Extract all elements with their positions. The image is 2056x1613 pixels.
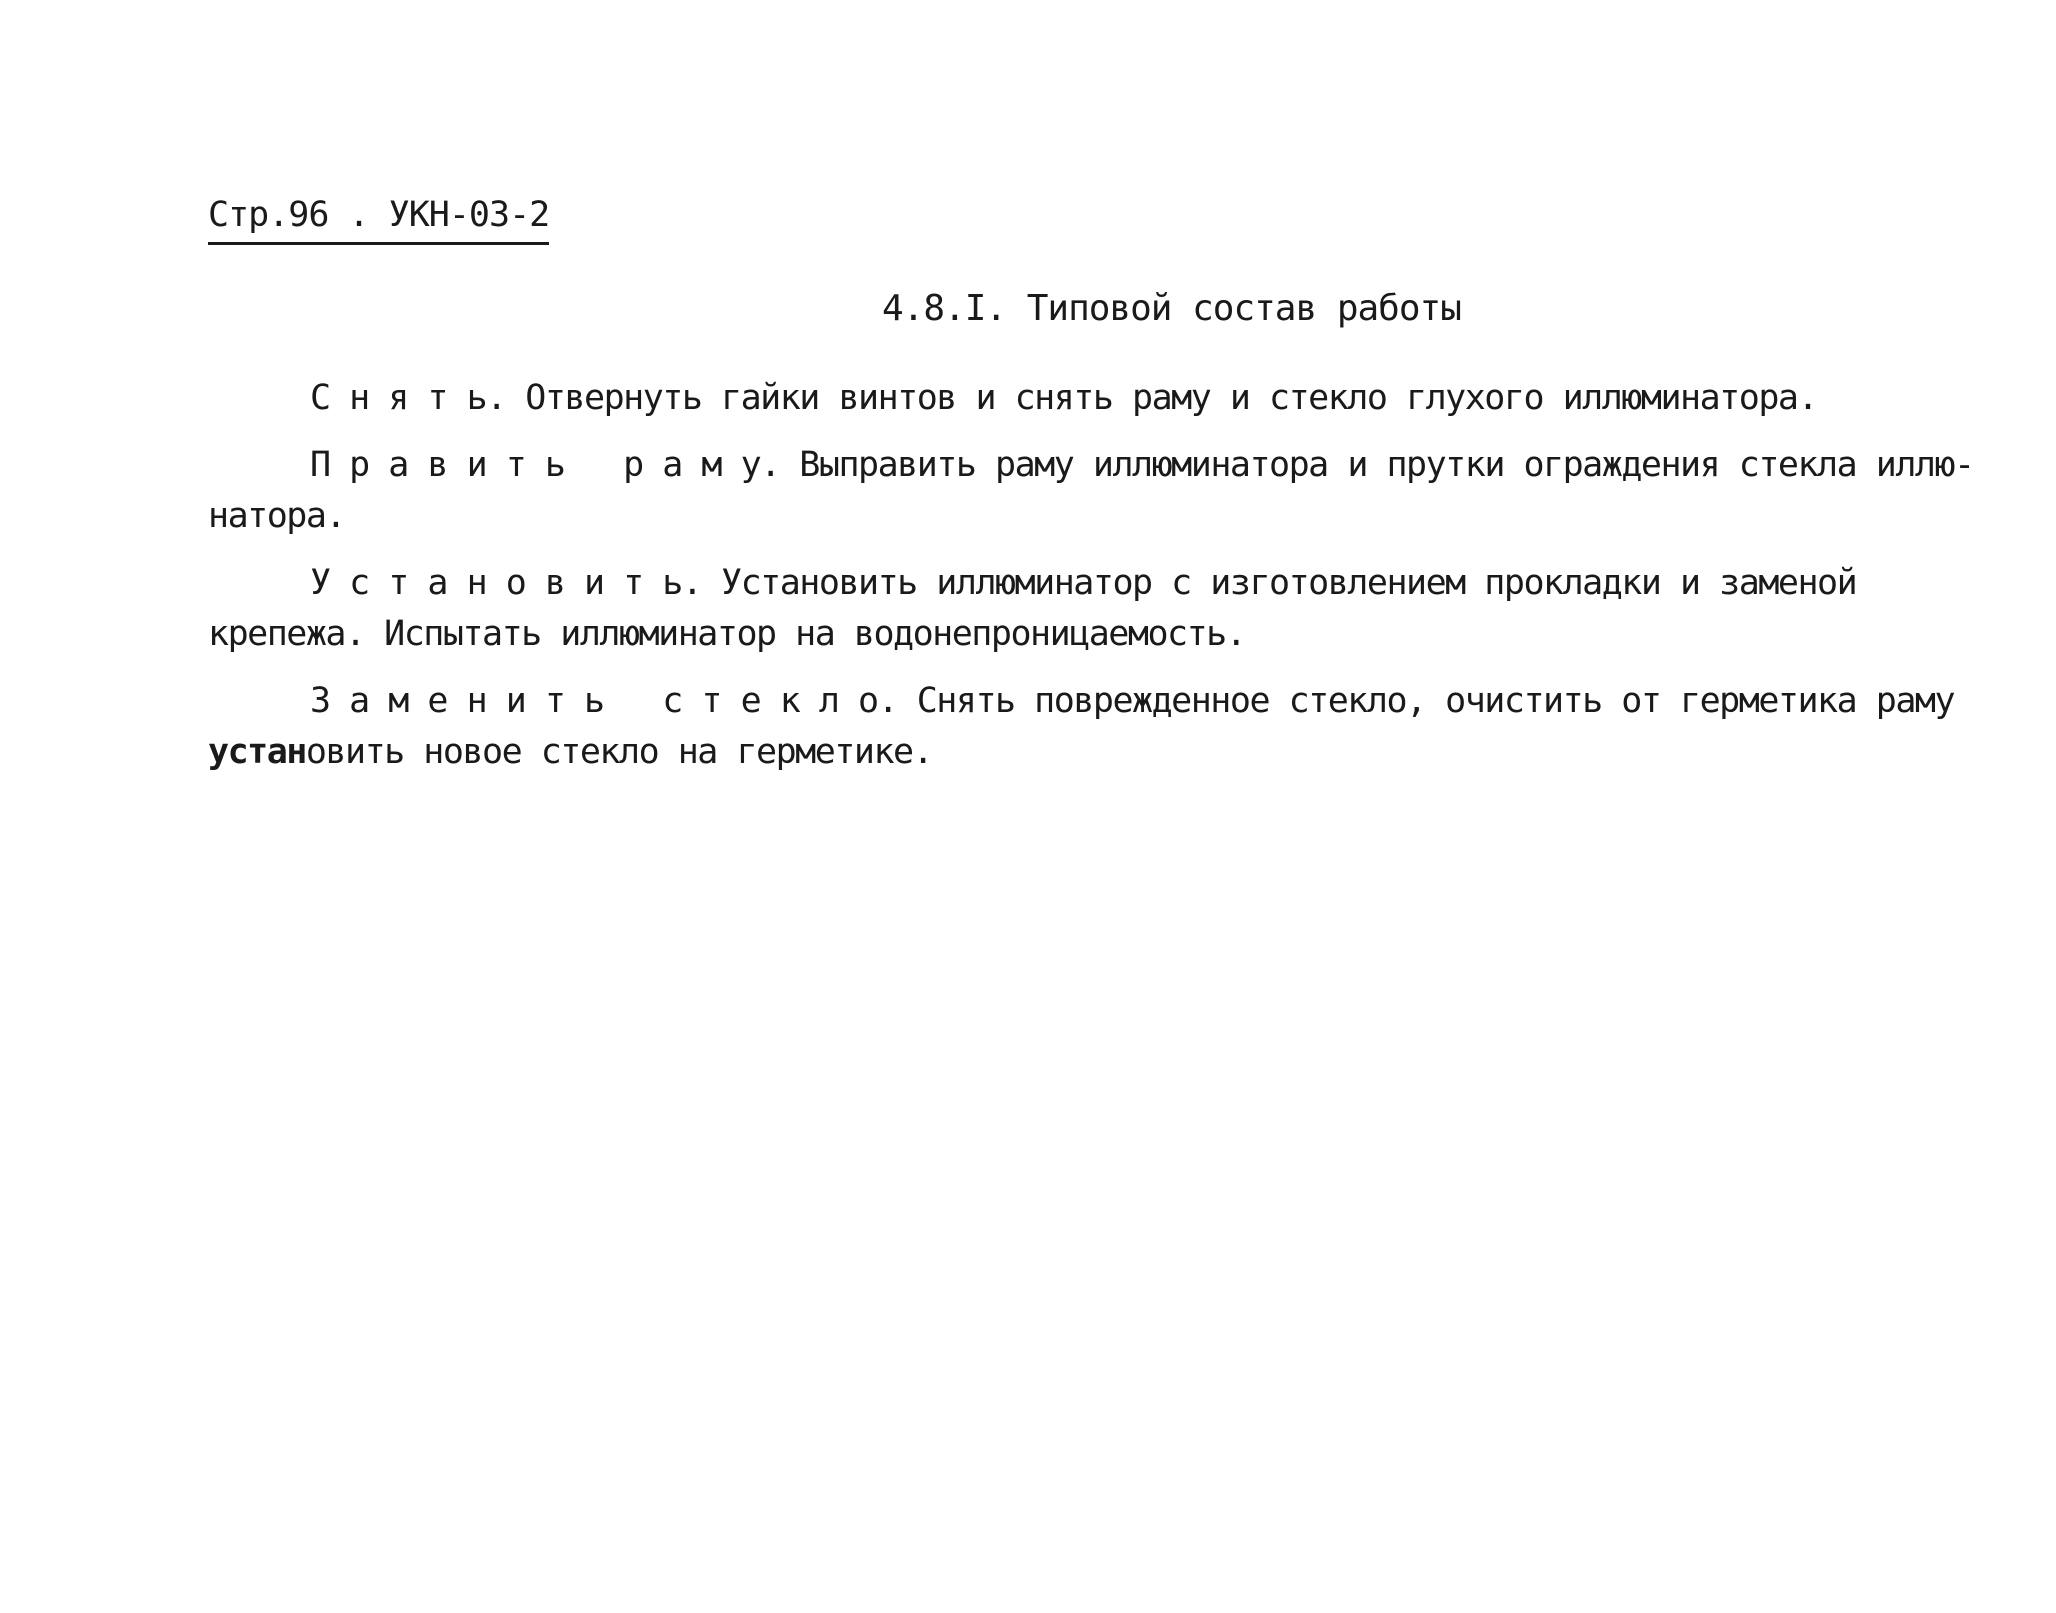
paragraph-lead-word: У с т а н о в и т ь. (310, 563, 702, 603)
paragraph-text: Снять поврежденное стекло, очистить от герметика раму (897, 681, 1955, 721)
paragraph-lead-word: З а м е н и т ь с т е к л о. (310, 681, 898, 721)
paragraph-line (208, 727, 2048, 778)
paragraph-text: Установить иллюминатор с изготовлением прокладки и заменой (701, 563, 1857, 603)
paragraph-text: овить новое стекло на герметике. (305, 732, 933, 772)
paragraph-line (208, 373, 2048, 424)
paragraph-text: Выправить раму иллюминатора и прутки ограждения стекла иллю- (779, 445, 1974, 485)
paragraph-line: натора. (208, 496, 346, 536)
paragraph-line (208, 558, 2048, 609)
paragraph-line (208, 440, 2048, 491)
section-title: 4.8.I. Типовой состав работы (882, 288, 1461, 329)
paragraph-straighten-frame (208, 440, 2048, 542)
paragraph-replace-glass (208, 676, 2048, 778)
paragraph-lead-word: С н я т ь. (310, 378, 506, 418)
paragraph-line: крепежа. Испытать иллюминатор на водонепроницаемость. (208, 614, 1246, 654)
paragraph-text-bold: устан (208, 732, 306, 772)
paragraph-text: Отвернуть гайки винтов и снять раму и стекло глухого иллюминатора. (505, 378, 1818, 418)
paragraph-install (208, 558, 2048, 660)
paragraph-lead-word: П р а в и т ь р а м у. (310, 445, 780, 485)
paragraph-line (208, 676, 2048, 727)
page-reference-header: Стр.96 . УКН-03-2 (208, 190, 549, 245)
paragraph-remove (208, 373, 2048, 424)
